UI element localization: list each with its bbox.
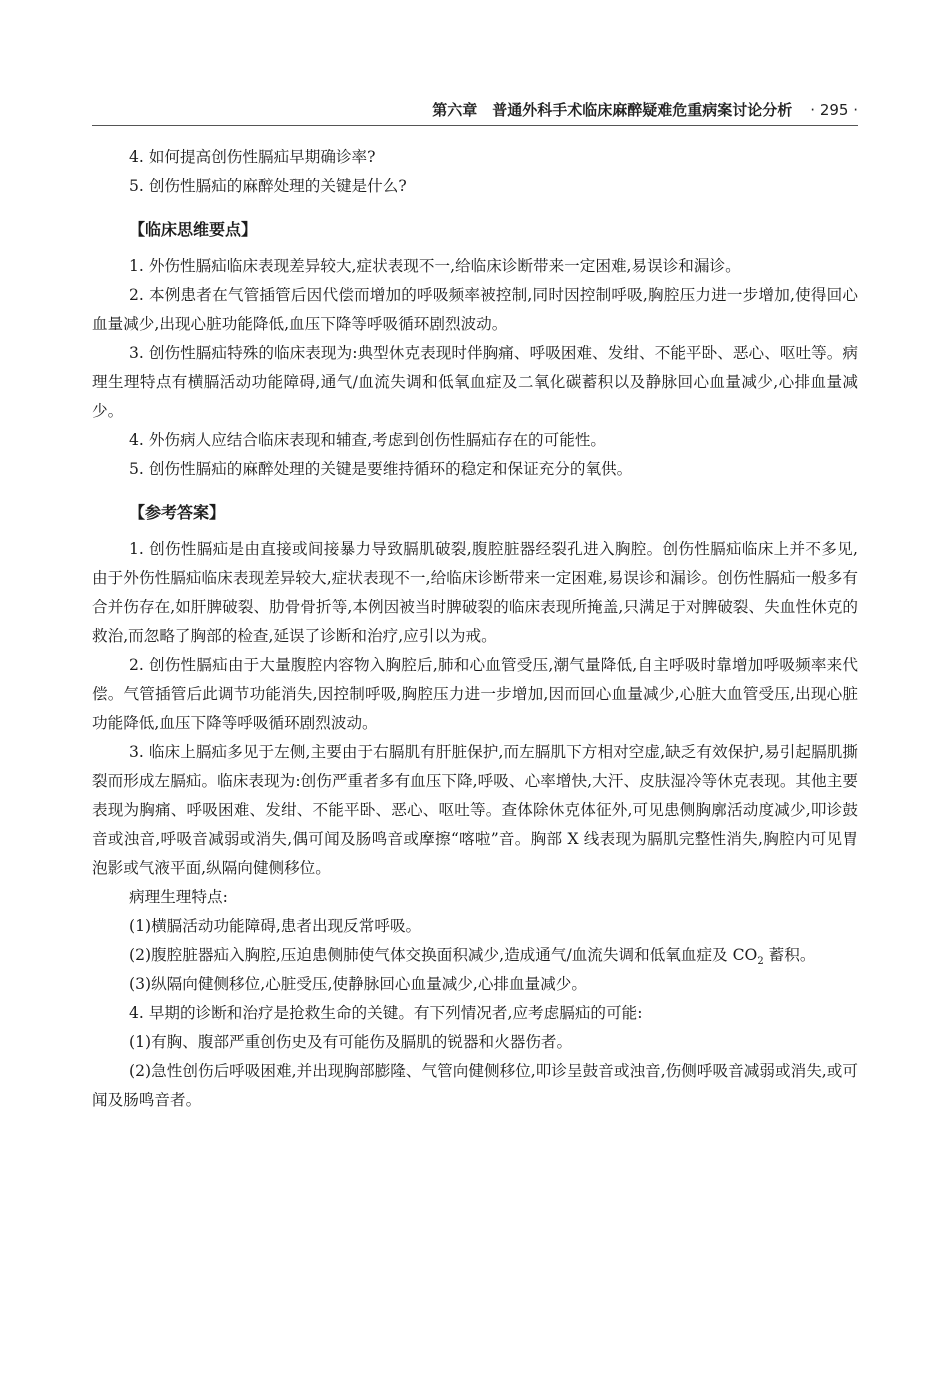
clinical-point-1: 1. 外伤性膈疝临床表现差异较大,症状表现不一,给临床诊断带来一定困难,易误诊和漏诊。: [129, 257, 741, 275]
question-5: 5. 创伤性膈疝的麻醉处理的关键是什么?: [129, 177, 407, 195]
answer-4: 4. 早期的诊断和治疗是抢救生命的关键。有下列情况者,应考虑膈疝的可能:: [129, 1004, 643, 1022]
pathophysiology-label: 病理生理特点:: [129, 888, 228, 906]
pathophysiology-item-2: [92, 941, 858, 970]
pathophysiology-item-3: (3)纵隔向健侧移位,心脏受压,使静脉回心血量减少,心排血量减少。: [129, 975, 587, 993]
answer-1: 1. 创伤性膈疝是由直接或间接暴力导致膈肌破裂,腹腔脏器经裂孔进入胸腔。创伤性膈疝临床上并不多见,由于外伤性膈疝临床表现差异较大,症状表现不一,给临床诊断带来一定困难,易误诊和漏诊。创伤性膈疝一般多有合并伤存在,如肝脾破裂、肋骨骨折等,本例因被当时脾破裂的临床表现所掩盖,只满足于对脾破裂、失血性休克的救治,而忽略了胸部的检查,延误了诊断和治疗,应引以为戒。: [92, 540, 858, 645]
answer-3: 3. 临床上膈疝多见于左侧,主要由于右膈肌有肝脏保护,而左膈肌下方相对空虚,缺乏有效保护,易引起膈肌撕裂而形成左膈疝。临床表现为:创伤严重者多有血压下降,呼吸、心率增快,大汗、皮肤湿冷等休克表现。其他主要表现为胸痛、呼吸困难、发绀、不能平卧、恶心、呕吐等。查体除休克体征外,可见患侧胸廓活动度减少,叩诊鼓音或浊音,呼吸音减弱或消失,偶可闻及肠鸣音或摩擦“喀啦”音。胸部 X 线表现为膈肌完整性消失,胸腔内可见胃泡影或气液平面,纵隔向健侧移位。: [92, 743, 858, 877]
clinical-point-4: 4. 外伤病人应结合临床表现和辅查,考虑到创伤性膈疝存在的可能性。: [129, 431, 607, 449]
clinical-point-2: 2. 本例患者在气管插管后因代偿而增加的呼吸频率被控制,同时因控制呼吸,胸腔压力进一步增加,使得回心血量减少,出现心脏功能降低,血压下降等呼吸循环剧烈波动。: [92, 286, 858, 333]
condition-item-2: (2)急性创伤后呼吸困难,并出现胸部膨隆、气管向健侧移位,叩诊呈鼓音或浊音,伤侧呼吸音减弱或消失,或可闻及肠鸣音者。: [92, 1062, 858, 1109]
pathophysiology-item-1: (1)横膈活动功能障碍,患者出现反常呼吸。: [129, 917, 422, 935]
answer-2: 2. 创伤性膈疝由于大量腹腔内容物入胸腔后,肺和心血管受压,潮气量降低,自主呼吸时靠增加呼吸频率来代偿。气管插管后此调节功能消失,因控制呼吸,胸腔压力进一步增加,因而回心血量减少,心脏大血管受压,出现心脏功能降低,血压下降等呼吸循环剧烈波动。: [92, 656, 858, 732]
clinical-point-5: 5. 创伤性膈疝的麻醉处理的关键是要维持循环的稳定和保证充分的氧供。: [129, 460, 633, 478]
page-number: · 295 ·: [810, 101, 858, 119]
running-header: [92, 99, 858, 120]
section-heading-clinical-thinking: 【临床思维要点】: [129, 220, 258, 239]
header-rule: [92, 125, 858, 126]
question-4: 4. 如何提高创伤性膈疝早期确诊率?: [129, 148, 376, 166]
pathophysiology-item-2-tail: 蓄积。: [763, 946, 816, 964]
clinical-point-3: 3. 创伤性膈疝特殊的临床表现为:典型休克表现时伴胸痛、呼吸困难、发绀、不能平卧、恶心、呕吐等。病理生理特点有横膈活动功能障碍,通气/血流失调和低氧血症及二氧化碳蓄积以及静脉回心血量减少,心排血量减少。: [92, 344, 858, 420]
section-heading-reference-answers: 【参考答案】: [129, 503, 226, 522]
condition-item-1: (1)有胸、腹部严重创伤史及有可能伤及膈肌的锐器和火器伤者。: [129, 1033, 573, 1051]
body-text: [92, 143, 858, 1115]
chapter-title: 第六章 普通外科手术临床麻醉疑难危重病案讨论分析: [432, 101, 793, 119]
pathophysiology-item-2-text: (2)腹腔脏器疝入胸腔,压迫患侧肺使气体交换面积减少,造成通气/血流失调和低氧血症及 CO: [129, 946, 758, 964]
co2-subscript: 2: [757, 956, 764, 968]
